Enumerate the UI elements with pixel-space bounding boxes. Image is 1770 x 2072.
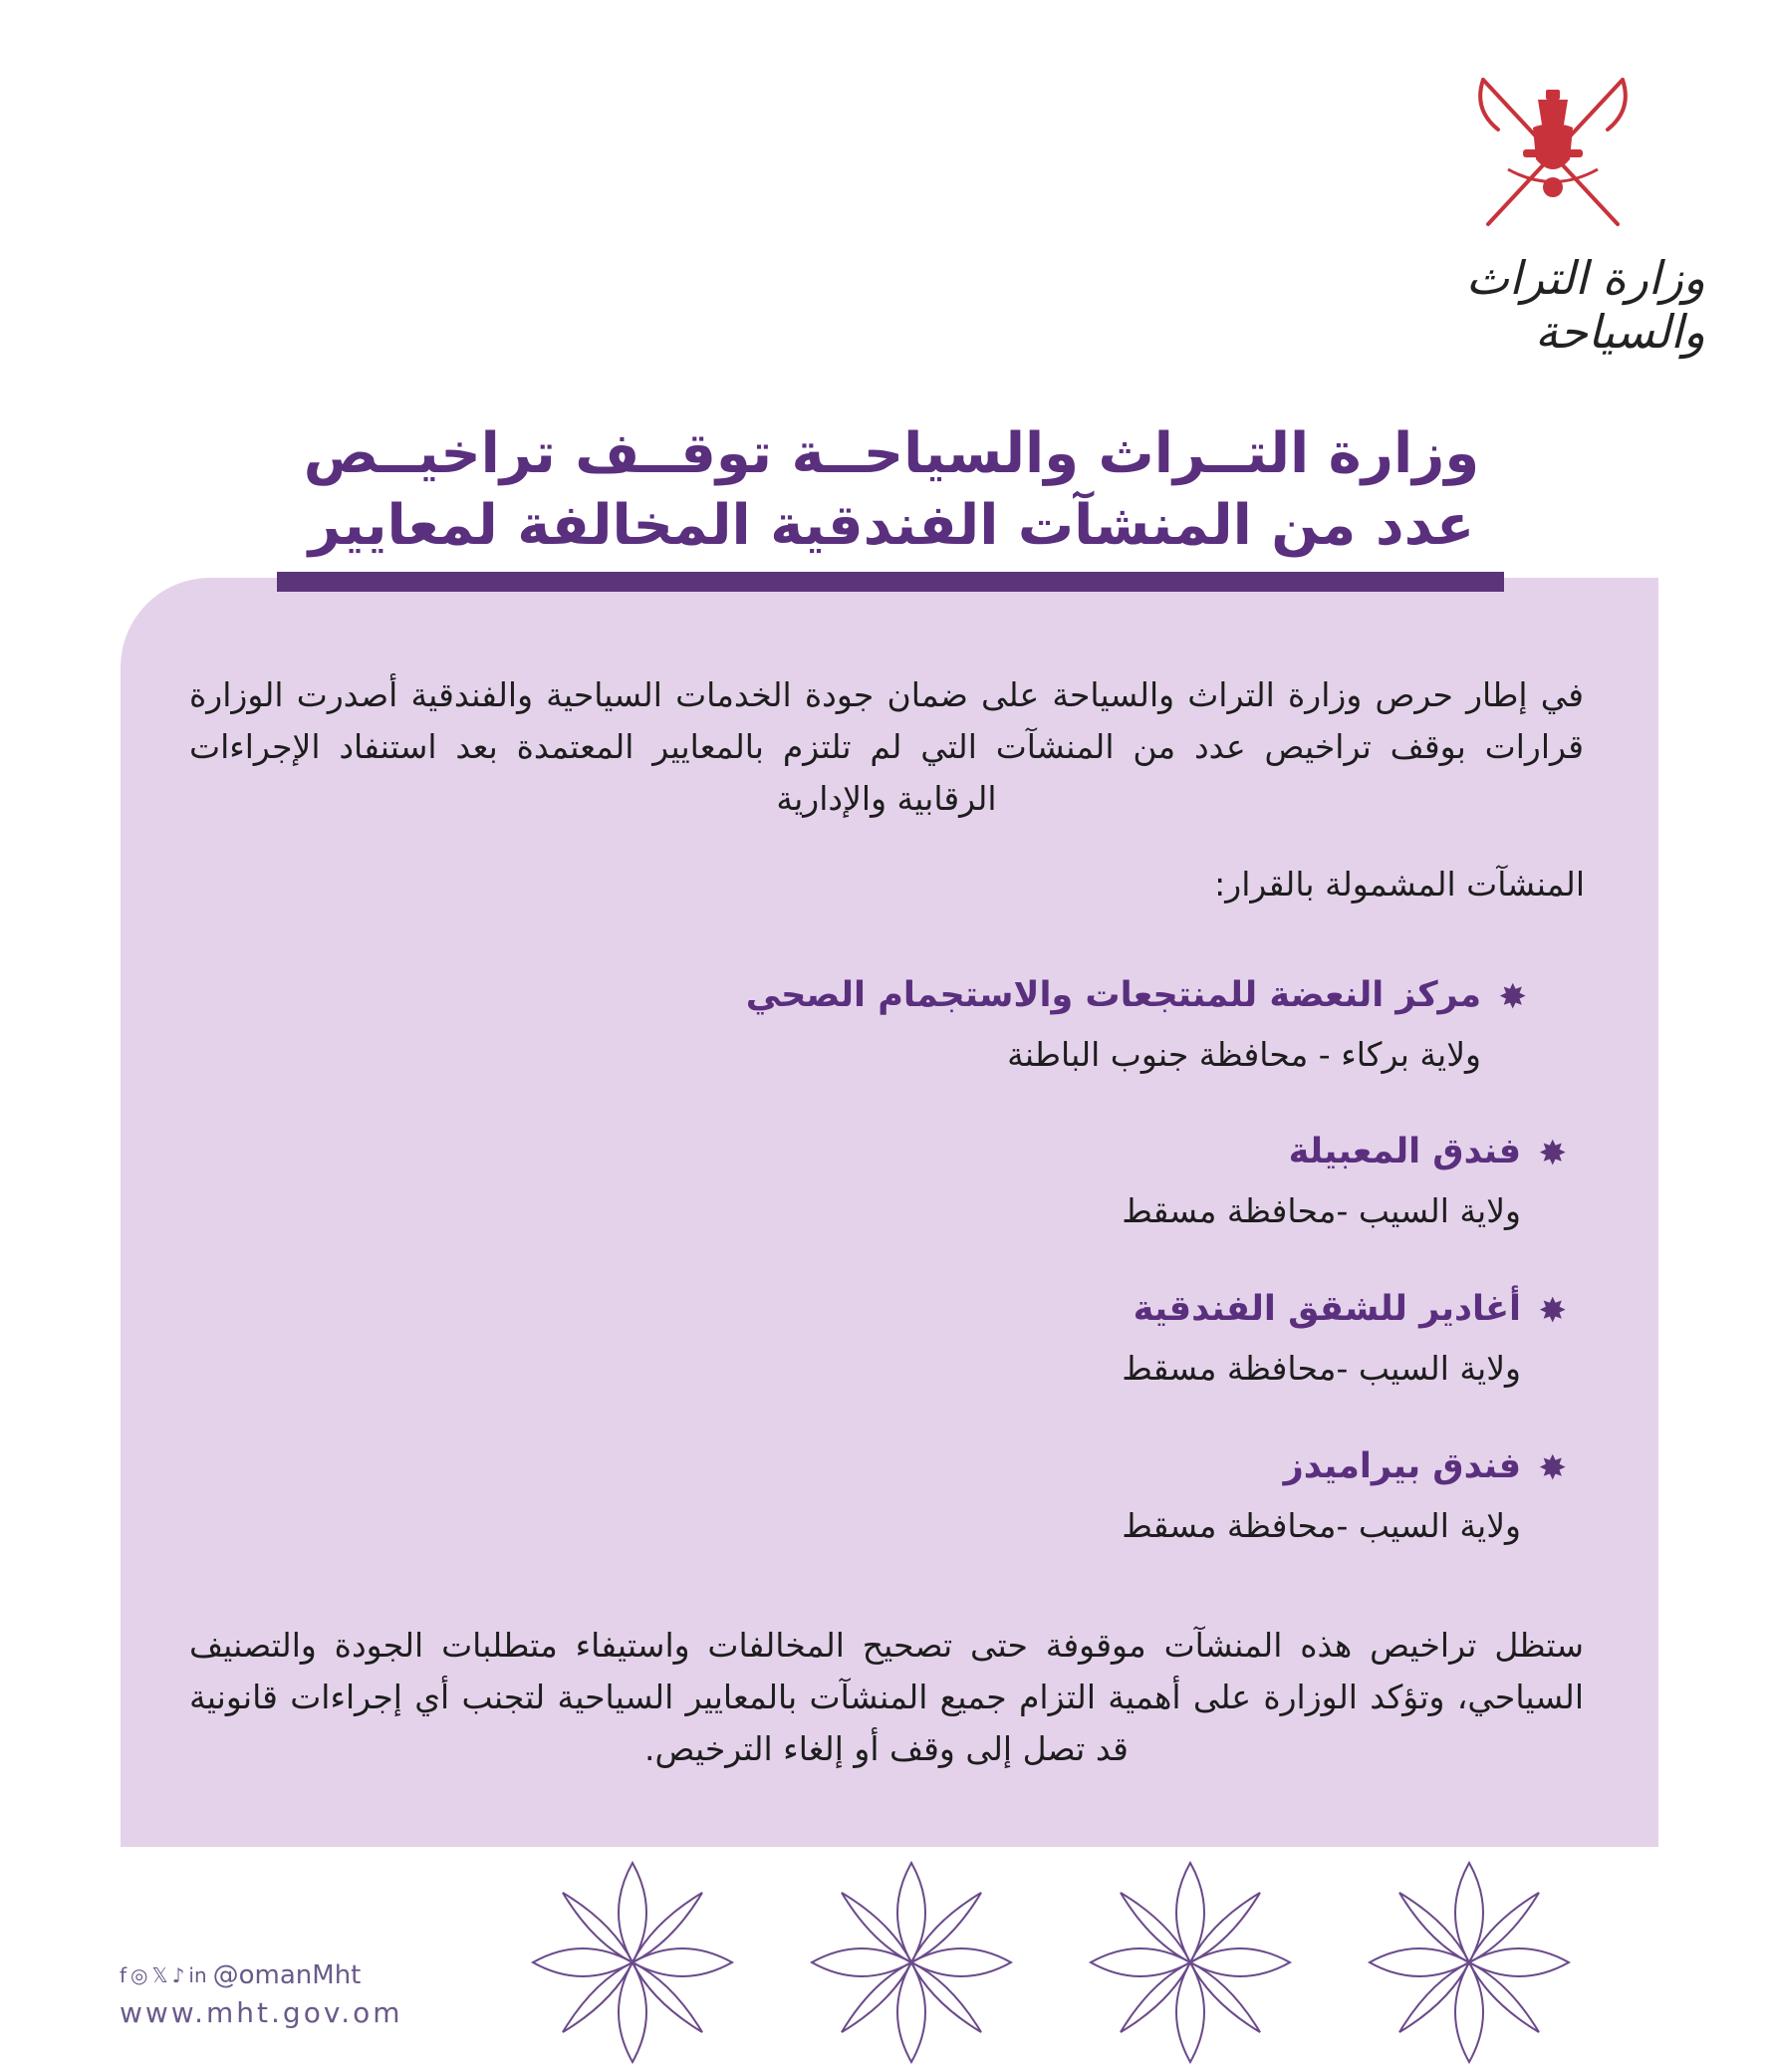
title-underline [277,572,1504,592]
instagram-icon[interactable]: ◎ [130,1963,148,1987]
facebook-icon[interactable]: f [120,1963,127,1987]
facility-item [525,1126,1567,1237]
star-bullet-icon: ✸ [1538,1448,1567,1488]
facility-location: ولاية السيب -محافظة مسقط [1122,1191,1521,1230]
star-bullet-icon: ✸ [1538,1291,1567,1331]
decorative-pattern-icon [528,1853,1658,2072]
footer [120,1960,403,2029]
facility-name: ✸ فندق بيراميدز [525,1440,1521,1492]
social-icons [120,1963,207,1987]
website-link[interactable]: www.mht.gov.om [120,1996,403,2029]
list-heading: المنشآت المشمولة بالقرار: [1214,865,1585,904]
social-row [120,1960,403,1990]
ministry-logo-text: وزارة التراث والسياحة [1465,251,1705,359]
facility-item [525,1440,1567,1552]
facility-location: ولاية السيب -محافظة مسقط [1122,1506,1521,1545]
facility-name: ✸ فندق المعبيلة [525,1126,1521,1177]
closing-paragraph: ستظل تراخيص هذه المنشآت موقوفة حتى تصحيح المخالفات واستيفاء متطلبات الجودة والتصنيف السياحي، وتؤكد الوزارة على أهمية التزام جميع المنشآت بالمعايير السياحية لتجنب أي إجراءات قانونية قد تصل إلى وقف أو إلغاء الترخيص. [189,1626,1584,1768]
facility-name: ✸ أغادير للشقق الفندقية [525,1283,1521,1335]
tiktok-icon[interactable]: ♪ [171,1963,185,1987]
star-bullet-icon: ✸ [1538,1134,1567,1173]
intro-paragraph: في إطار حرص وزارة التراث والسياحة على ضمان جودة الخدمات السياحية والفندقية أصدرت الوزارة قرارات بوقف تراخيص عدد من المنشآت التي لم تلتزم بالمعايير المعتمدة بعد استنفاد الإجراءات الرقابية والإدارية [189,675,1584,818]
facility-item [485,969,1527,1081]
title-line-2: عدد من المنشآت الفندقية المخالفة لمعايير [308,493,1475,558]
facility-name: ✸ مركز النعضة للمنتجعات والاستجمام الصحي [485,969,1481,1021]
x-icon[interactable]: 𝕏 [151,1963,168,1987]
facility-location: ولاية بركاء - محافظة جنوب الباطنة [1007,1035,1481,1074]
facility-location: ولاية السيب -محافظة مسقط [1122,1349,1521,1388]
social-handle[interactable]: @omanMht [212,1960,362,1990]
star-bullet-icon: ✸ [1498,977,1527,1017]
oman-emblem-icon [1468,70,1638,239]
title-line-1: وزارة التــراث والسياحــة توقــف تراخيــص [303,421,1480,486]
linkedin-icon[interactable]: in [188,1963,207,1987]
facility-item [525,1283,1567,1395]
